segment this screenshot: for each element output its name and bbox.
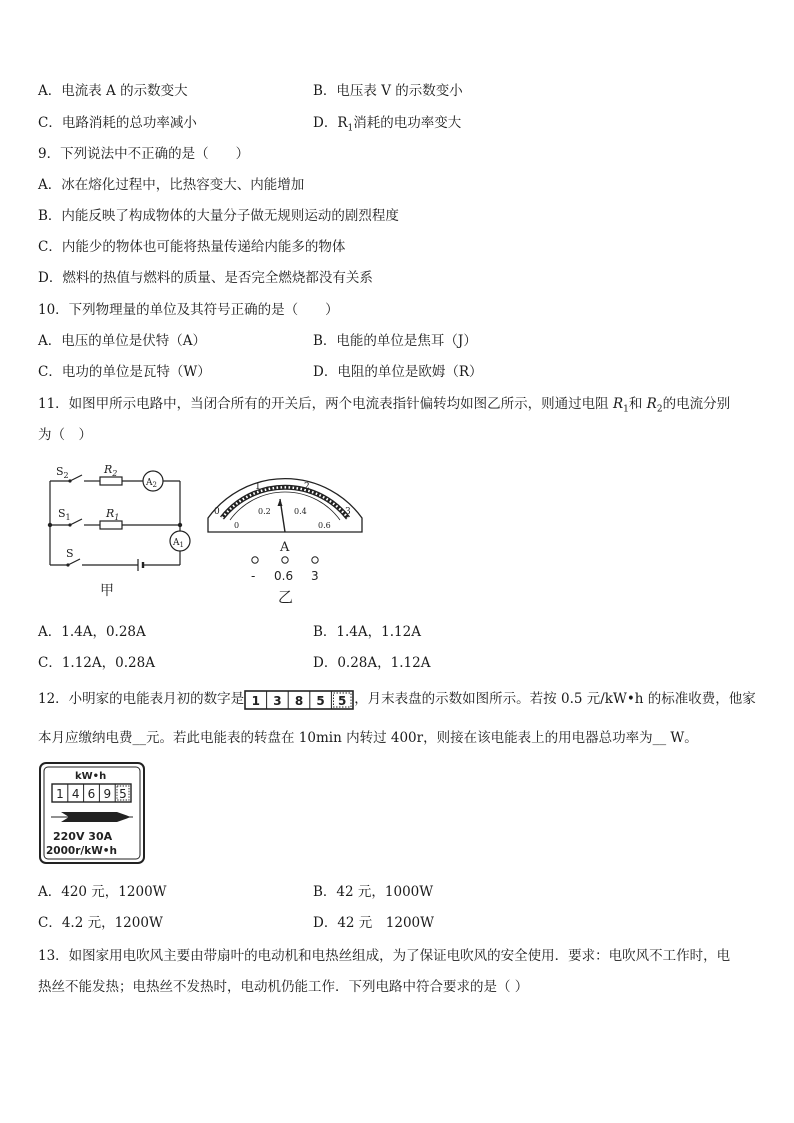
inner-tick-1: 0.2 [258, 507, 271, 516]
q11-option-a: A．1.4A，0.28A [38, 624, 146, 640]
q13-stem-line2: 热丝不能发热；电热丝不发热时，电动机仍能工作．下列电路中符合要求的是（ ） [38, 979, 529, 995]
meter-rating: 220V 30A [53, 830, 113, 843]
q10-option-d: D．电阻的单位是欧姆（R） [313, 364, 483, 380]
label-s: S [66, 547, 74, 560]
meter-digit-2: 4 [71, 787, 80, 801]
start-digit-1: 1 [251, 693, 261, 708]
q11-option-d: D．0.28A，1.12A [313, 655, 431, 671]
terminal-minus: - [251, 569, 256, 583]
inner-tick-2: 0.4 [294, 507, 307, 516]
label-r1: $R_1$ [106, 507, 120, 522]
label-a2: $A_2$ [146, 478, 157, 489]
start-digit-2: 3 [273, 693, 282, 708]
q12-option-c: C．4.2 元，1200W [38, 915, 163, 931]
label-a1: $A_1$ [173, 538, 184, 549]
q9-option-a: A．冰在熔化过程中，比热容变大、内能增加 [38, 177, 305, 193]
q12-option-d: D．42 元 1200W [313, 915, 435, 931]
q12-option-b: B．42 元，1000W [313, 884, 434, 900]
ammeter-figure-yi [200, 462, 370, 612]
q9-option-b: B．内能反映了构成物体的大量分子做无规则运动的剧烈程度 [38, 208, 399, 224]
electricity-meter-figure [39, 762, 145, 864]
outer-tick-2: 2 [304, 482, 310, 492]
outer-tick-3: 3 [345, 507, 351, 517]
meter-constant: 2000r/kW•h [46, 845, 117, 857]
q11-stem-line2: 为（ ） [38, 427, 92, 443]
q9-stem: 9．下列说法中不正确的是（ ） [38, 146, 250, 162]
q11-option-b: B．1.4A，1.12A [313, 624, 421, 640]
q12-stem-line2: 本月应缴纳电费__元。若此电能表的转盘在 10min 内转过 400r，则接在该电能表上的用电器总功率为__ W。 [38, 730, 698, 746]
meter-digit-4: 9 [103, 787, 112, 801]
q12-stem: 12．小明家的电能表月初的数字是 1 3 8 5 5 ，月末表盘的示数如图所示。若按 0.5 元/kW•h 的标准收费，他家 [38, 691, 756, 708]
caption-yi: 乙 [278, 588, 294, 606]
meter-digit-1: 1 [56, 787, 64, 801]
terminal-0-6: 0.6 [274, 569, 294, 583]
q13-stem-line1: 13．如图家用电吹风主要由带扇叶的电动机和电热丝组成，为了保证电吹风的安全使用．要求：电吹风不工作时，电 [38, 948, 731, 964]
label-s1: $S_1$ [58, 507, 71, 522]
q8-option-d: D．$R_1$消耗的电功率变大 [313, 115, 462, 134]
q8-option-c: C．电路消耗的总功率减小 [38, 115, 197, 131]
q9-option-d: D．燃料的热值与燃料的质量、是否完全燃烧都没有关系 [38, 270, 373, 286]
q10-option-a: A．电压的单位是伏特（A） [38, 333, 206, 349]
q9-option-c: C．内能少的物体也可能将热量传递给内能多的物体 [38, 239, 346, 255]
meter-arrow-icon [51, 812, 133, 822]
start-digit-3: 8 [295, 693, 304, 708]
caption-jia: 甲 [100, 583, 114, 599]
q11-option-c: C．1.12A，0.28A [38, 655, 155, 671]
q10-stem: 10．下列物理量的单位及其符号正确的是（ ） [38, 302, 339, 318]
q10-option-c: C．电功的单位是瓦特（W） [38, 364, 211, 380]
circuit-diagram-jia [40, 455, 195, 605]
start-digit-5: 5 [338, 693, 347, 708]
start-reading-digits [244, 690, 354, 710]
label-r2: $R_2$ [104, 463, 118, 478]
terminal-3: 3 [311, 569, 319, 583]
q11-stem: 11．如图甲所示电路中，当闭合所有的开关后，两个电流表指针偏转均如图乙所示，则通过电阻 $R_1$和 $R_2$的电流分别 [38, 396, 731, 415]
meter-unit: A [280, 540, 290, 555]
q10-option-b: B．电能的单位是焦耳（J） [313, 333, 477, 349]
q8-option-b: B．电压表 V 的示数变小 [313, 83, 463, 99]
start-digit-4: 5 [316, 693, 325, 708]
inner-tick-0: 0 [234, 521, 240, 530]
q12-option-a: A．420 元，1200W [38, 884, 167, 900]
q8-option-a: A．电流表 A 的示数变大 [38, 83, 188, 99]
meter-digit-5: 5 [119, 787, 127, 801]
outer-tick-0: 0 [214, 507, 220, 517]
meter-unit-label: kW•h [75, 771, 107, 782]
inner-tick-3: 0.6 [318, 521, 331, 530]
label-s2: $S_2$ [56, 465, 69, 480]
outer-tick-1: 1 [255, 482, 261, 492]
meter-digit-3: 6 [87, 787, 96, 801]
